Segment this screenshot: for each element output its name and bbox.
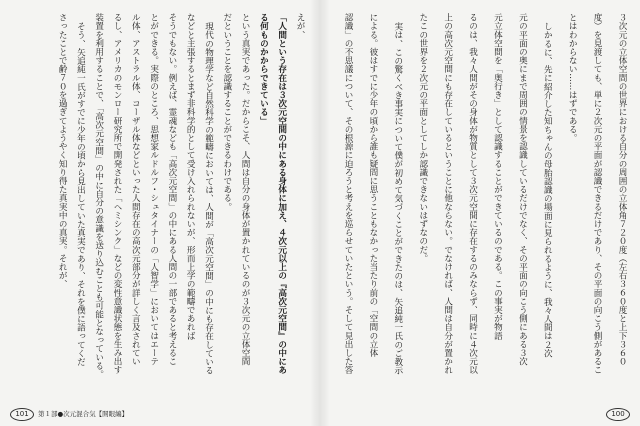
emphasis-quote-line: る何ものかからできている」 bbox=[258, 13, 269, 125]
text-line: たこの世界を２次元の平面としてしか認識できないはずなのだ。 bbox=[417, 13, 428, 263]
page-number-left: 101 bbox=[10, 408, 34, 421]
text-line: ル体、アストラル体、コーザル体などといった人間存在の高次元部分が詳しく言及されてい bbox=[130, 13, 141, 366]
text-line: による。彼はすでに少年の頃から誰も疑問に思うこともなかった当たり前の「空間の立体 bbox=[367, 13, 378, 357]
text-line: だということを認識することができるわけである。 bbox=[221, 13, 232, 211]
text-line: 元の平面の奥にまで周囲の情景を認識しているだけでなく、その平面の向こう側にある３次 bbox=[517, 13, 528, 366]
text-line: さったことで齢７０を過ぎてようやく知り得た真実中の真実。それが、 bbox=[57, 13, 68, 289]
text-line: などと主張するとまず非科学的として受け入れられないが、形而上学の範疇であれば bbox=[185, 13, 196, 340]
text-line: 実は、この驚くべき事実について僕が初めて気づくことができたのは、矢追純一氏のご教示 bbox=[392, 21, 403, 375]
text-line: 上の高次元空間にも存在しているということに他ならない。でなければ、人間は自分が置かれ bbox=[442, 13, 453, 375]
text-line: とはわからない……はずである。 bbox=[567, 13, 578, 142]
text-line: そうでもない。例えば、霊魂なども「高次元空間」の中にある人間の一部であると考えるこ bbox=[166, 13, 177, 366]
text-line: 元立体空間を「奥行き」として認識することができているのである。この事実が物語 bbox=[492, 13, 503, 340]
emphasis-quote-line: 「人間という存在は３次元空間の中にある身体に加え、４次元以上の『高次元空間』の中にあ bbox=[276, 13, 287, 375]
text-line: とができる。実際のところ、思想家ルドルフ・シュタイナーの「人智学」においてはエーテ bbox=[148, 13, 159, 366]
text-line: るし、アメリカのモンロー研究所で開発された「ヘミシンク」などの変性意識状態を生み出す bbox=[112, 13, 123, 375]
right-page-body bbox=[335, 13, 634, 383]
left-page-body bbox=[53, 13, 309, 383]
book-gutter bbox=[310, 0, 330, 426]
text-line: そう、矢追純一氏がすでに少年の頃から見出していた真実であり、それを僕に語ってくだ bbox=[75, 21, 86, 366]
page-number-right: 100 bbox=[606, 408, 630, 421]
text-line: ３次元の立体空間の世界における自分の周囲の立体角７２０度（左右３６０度と上下３６０ bbox=[617, 13, 627, 366]
text-line: えが、 bbox=[295, 13, 305, 39]
text-line: 度）を見渡しても、単に２次元の平面が認識できるだけであり、その平面の向こう側があるこ bbox=[592, 13, 603, 375]
text-line: 認識」の不思議について、その根源に迫ろうと考えを巡らせていたという。そして見出した答 bbox=[343, 13, 354, 375]
running-head: 第１部●次元混合気【開眼編】 bbox=[38, 410, 129, 418]
text-line: しかるに、先に紹介した知ちゃんの母胎認識の場面に見られるように、我々人間は２次 bbox=[542, 21, 553, 357]
text-line: るのは、我々人間がその身体が物質として３次元空間に存在するのみならず、同時に４次元以 bbox=[467, 13, 478, 375]
text-line: という真実であった。だからこそ、人間は自分の身体が置かれているのが３次元の立体空間 bbox=[240, 13, 251, 366]
text-line: 装置を利用することで、「高次元空間」の中に自分の意識を送り込むことも可能となっている。 bbox=[93, 13, 104, 379]
text-line: 現代の物理学など自然科学の範疇においては、人間が「高次元空間」の中にも存在している bbox=[203, 21, 214, 375]
